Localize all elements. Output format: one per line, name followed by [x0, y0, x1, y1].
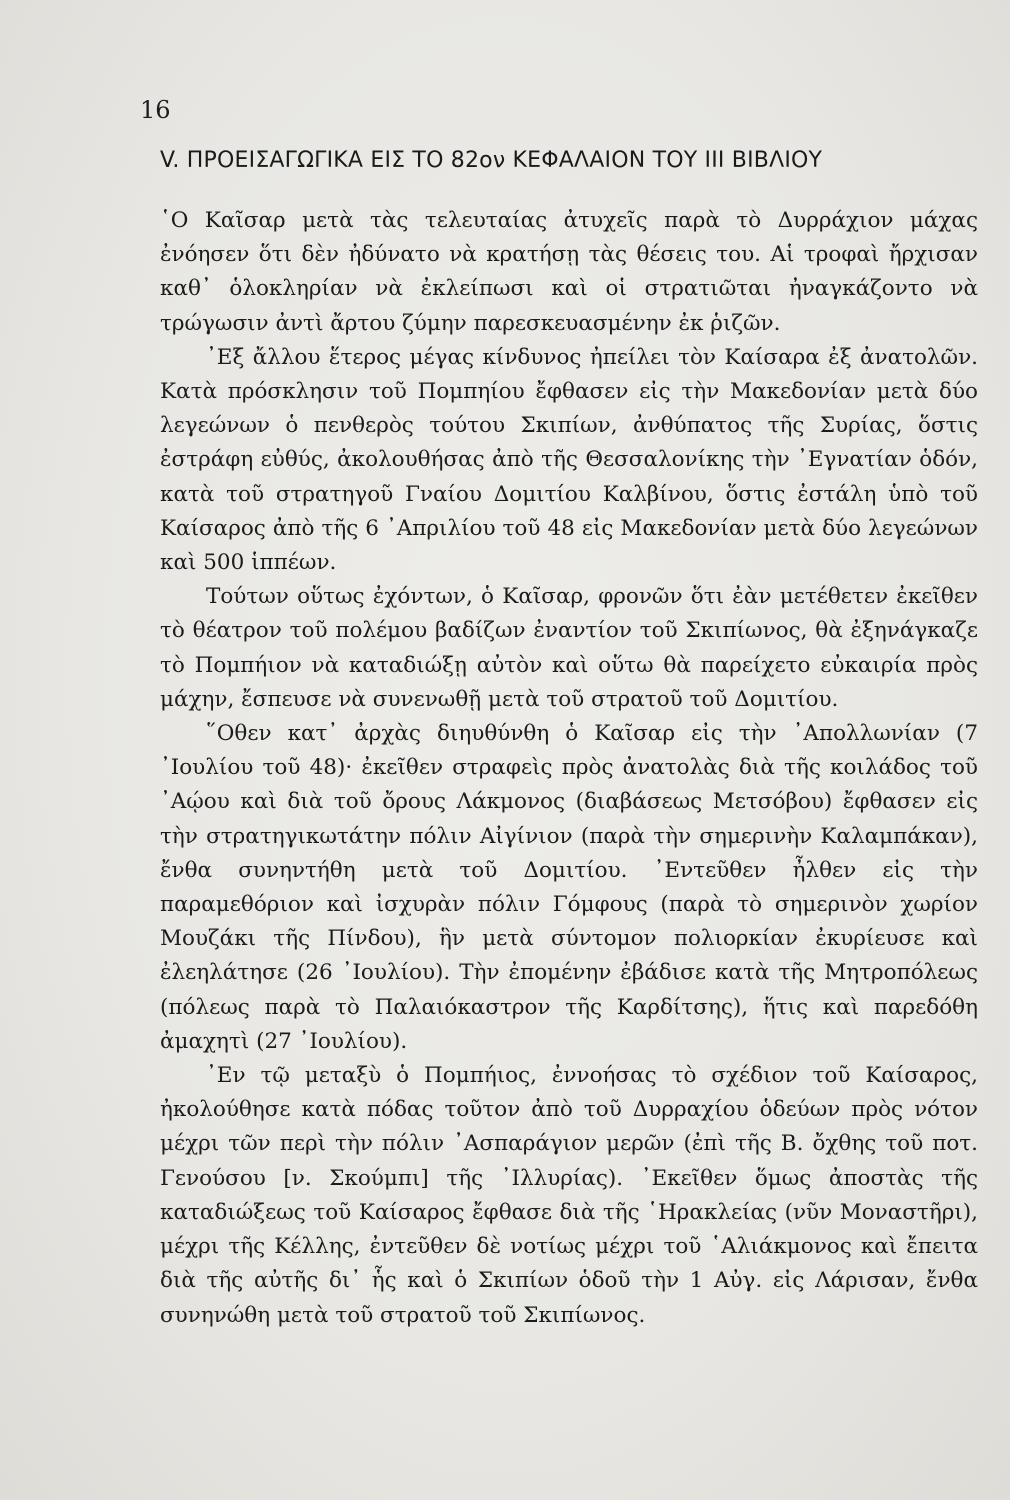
page-number: 16 — [140, 96, 171, 124]
paragraph: Τούτων οὕτως ἐχόντων, ὁ Καῖσαρ, φρονῶν ὅτι ἐὰν μετέθετεν ἐκεῖθεν τὸ θέατρον τοῦ πολέμου βαδίζων ἐναντίον τοῦ Σκιπίωνος, θὰ ἐξηνάγκαζε τὸ Πομπήιον νὰ καταδιώξῃ αὐτὸν καὶ οὕτω θὰ παρείχετο εὐκαιρία πρὸς μάχην, ἔσπευσε νὰ συνενωθῇ μετὰ τοῦ στρατοῦ τοῦ Δομιτίου. — [160, 584, 978, 712]
chapter-heading: V. ΠΡΟΕΙΣΑΓΩΓΙΚΑ ΕΙΣ ΤΟ 82ον ΚΕΦΑΛΑΙΟΝ ΤΟΥ ΙΙΙ ΒΙΒΛΙΟΥ — [160, 148, 823, 173]
paragraph: ᾿Εν τῷ μεταξὺ ὁ Πομπήιος, ἐννοήσας τὸ σχέδιον τοῦ Καίσαρος, ἠκολούθησε κατὰ πόδας τοῦτον ἀπὸ τοῦ Δυρραχίου ὁδεύων πρὸς νότον μέχρι τῶν περὶ τὴν πόλιν ᾿Ασπαράγιον μερῶν (ἐπὶ τῆς Β. ὄχθης τοῦ ποτ. Γενούσου [ν. Σκούμπι] τῆς ᾿Ιλλυρίας). ᾿Εκεῖθεν ὅμως ἀποστὰς τῆς καταδιώξεως τοῦ Καίσαρος ἔφθασε διὰ τῆς ῾Ηρακλείας (νῦν Μοναστῆρι), μέχρι τῆς Κέλλης, ἐντεῦθεν δὲ νοτίως μέχρι τοῦ ῾Αλιάκμονος καὶ ἔπειτα διὰ τῆς αὐτῆς δι᾿ ἧς καὶ ὁ Σκιπίων ὁδοῦ τὴν 1 Αὐγ. εἰς Λάρισαν, ἔνθα συνηνώθη μετὰ τοῦ στρατοῦ τοῦ Σκιπίωνος. — [160, 1063, 978, 1328]
paragraph: ῾Ο Καῖσαρ μετὰ τὰς τελευταίας ἀτυχεῖς παρὰ τὸ Δυρράχιον μάχας ἐνόησεν ὅτι δὲν ἠδύνατο νὰ κρατήσῃ τὰς θέσεις του. Αἱ τροφαὶ ἤρχισαν καθ᾿ ὁλοκληρίαν νὰ ἐκλείπωσι καὶ οἱ στρατιῶται ἠναγκάζοντο νὰ τρώγωσιν ἀντὶ ἄρτου ζύμην παρεσκευασμένην ἐκ ῥιζῶν. — [160, 208, 978, 336]
body-text — [160, 204, 978, 1434]
paragraph: ῞Οθεν κατ᾿ ἀρχὰς διηυθύνθη ὁ Καῖσαρ εἰς τὴν ᾿Απολλωνίαν (7 ᾿Ιουλίου τοῦ 48)· ἐκεῖθεν στραφεὶς πρὸς ἀνατολὰς διὰ τῆς κοιλάδος τοῦ ᾿Αῴου καὶ διὰ τοῦ ὄρους Λάκμονος (διαβάσεως Μετσόβου) ἔφθασεν εἰς τὴν στρατηγικωτάτην πόλιν Αἰγίνιον (παρὰ τὴν σημερινὴν Καλαμπάκαν), ἔνθα συνηντήθη μετὰ τοῦ Δομιτίου. ᾿Εντεῦθεν ἦλθεν εἰς τὴν παραμεθόριον καὶ ἰσχυρὰν πόλιν Γόμφους (παρὰ τὸ σημερινὸν χωρίον Μουζάκι τῆς Πίνδου), ἣν μετὰ σύντομον πολιορκίαν ἐκυρίευσε καὶ ἐλεηλάτησε (26 ᾿Ιουλίου). Τὴν ἐπομένην ἐβάδισε κατὰ τῆς Μητροπόλεως (πόλεως παρὰ τὸ Παλαιόκαστρον τῆς Καρδίτσης), ἥτις καὶ παρεδόθη ἀμαχητὶ (27 ᾿Ιουλίου). — [160, 721, 978, 1054]
paragraph: ᾿Εξ ἄλλου ἕτερος μέγας κίνδυνος ἠπείλει τὸν Καίσαρα ἐξ ἀνατολῶν. Κατὰ πρόσκλησιν τοῦ Πομπηίου ἔφθασεν εἰς τὴν Μακεδονίαν μετὰ δύο λεγεώνων ὁ πενθερὸς τούτου Σκιπίων, ἀνθύπατος τῆς Συρίας, ὅστις ἐστράφη εὐθύς, ἀκολουθήσας ἀπὸ τῆς Θεσσαλονίκης τὴν ᾿Εγνατίαν ὁδόν, κατὰ τοῦ στρατηγοῦ Γναίου Δομιτίου Καλβίνου, ὅστις ἐστάλη ὑπὸ τοῦ Καίσαρος ἀπὸ τῆς 6 ᾿Απριλίου τοῦ 48 εἰς Μακεδονίαν μετὰ δύο λεγεώνων καὶ 500 ἱππέων. — [160, 344, 978, 576]
